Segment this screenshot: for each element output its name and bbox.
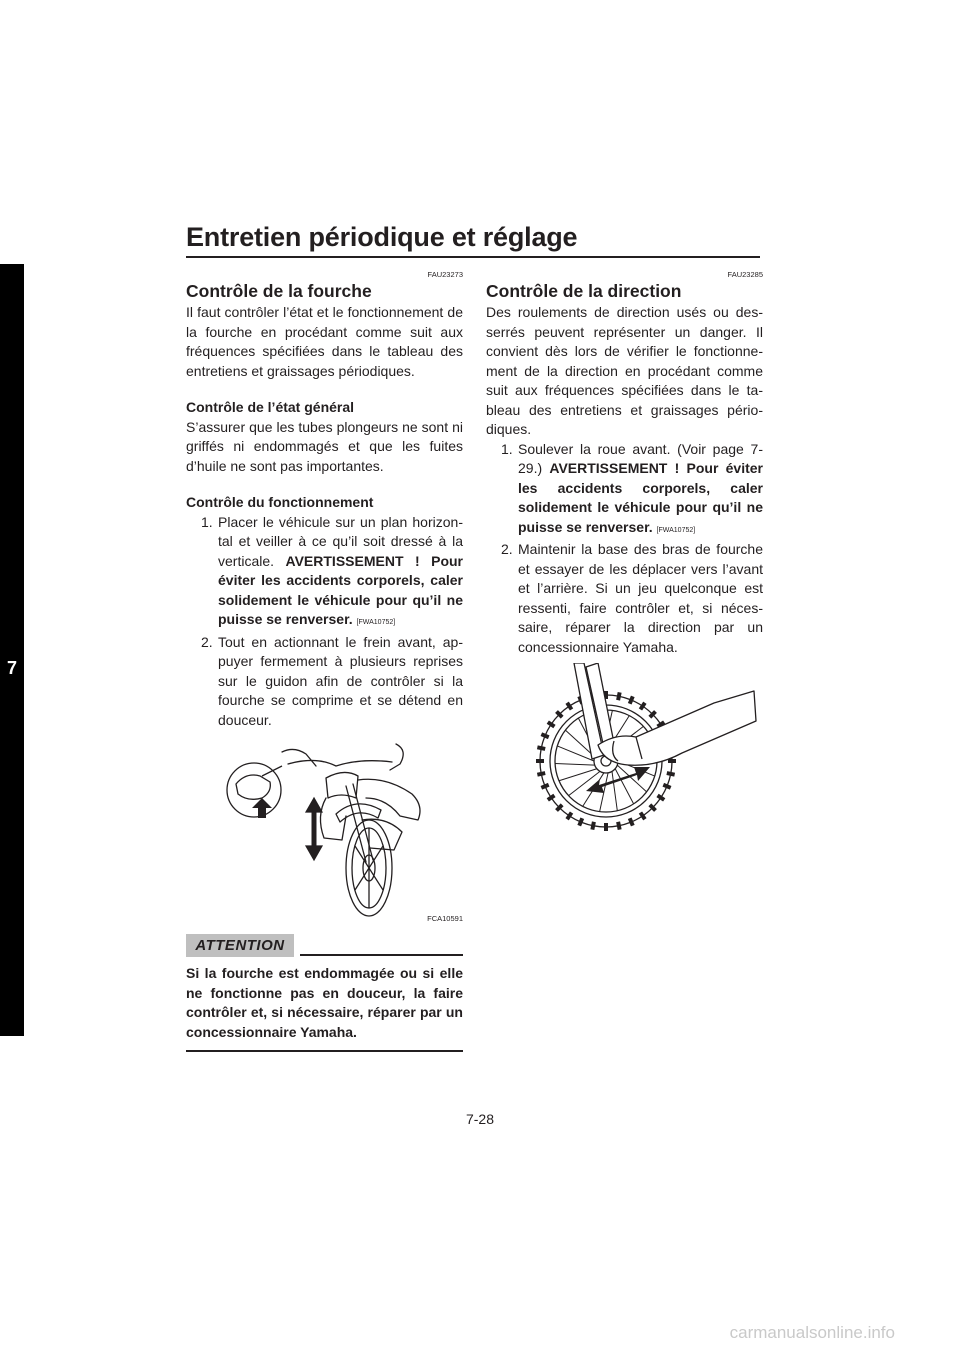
- left-column: [186, 270, 463, 1052]
- page-number: 7-28: [465, 1111, 495, 1127]
- tire-knob: [667, 773, 675, 775]
- page-title: Entretien périodique et réglage: [186, 222, 578, 252]
- tire-knob: [663, 785, 670, 788]
- watermark: carmanualsonline.info: [729, 1323, 895, 1342]
- operation-check-title: Contrôle du fonctionnement: [186, 494, 374, 510]
- warning-ref: [FWA10752]: [656, 526, 696, 534]
- step-warning: AVERTISSEMENT ! Pour éviter les accidents corporels, caler solidement le véhicule pour qu’il ne puisse se renverser.: [518, 460, 763, 535]
- section-heading-fork: Contrôle de la fourche: [186, 281, 372, 301]
- steering-steps: [486, 440, 763, 658]
- list-item: 2. Maintenir la base des bras de fourche et essayer de les déplacer vers l’avant et l’arrière. Si un jeu quelconque est ressenti, faire contrôler et, si nécessaire, réparer la direction par un concessionnaire Yamaha.: [501, 541, 763, 655]
- tire-knob: [541, 785, 548, 788]
- wheel-spoke: [559, 769, 597, 781]
- step-warning: AVERTISSEMENT ! Pour éviter les accidents corporels, caler solidement le véhicule pour qu’il ne puisse se renverser.: [218, 552, 463, 627]
- tire-knob: [592, 822, 594, 830]
- list-item: 1. Soulever la roue avant. (Voir page 7-29.) AVERTISSEMENT ! Pour éviter les accidents corporels, caler solidement le véhicule pour qu’il ne puisse se renverser. [FWA10752]: [501, 440, 763, 535]
- tire-knob: [537, 773, 545, 775]
- right-column: [486, 270, 763, 833]
- operation-steps: [186, 513, 463, 731]
- title-rule: [186, 256, 760, 258]
- chapter-tab-number: 7: [6, 658, 17, 678]
- tire-knob: [541, 734, 548, 737]
- attention-text: Si la fourche est endommagée ou si elle ne fonctionne pas en douceur, la faire contrôler et, si nécessaire, réparer par un concessionnaire Yamaha.: [186, 965, 463, 1040]
- tire-knob: [567, 813, 571, 820]
- tire-knob: [548, 795, 555, 799]
- tire-knob: [548, 722, 555, 726]
- attention-label: ATTENTION: [186, 934, 294, 957]
- wheel-fork-illustration: [486, 663, 763, 833]
- tire-knob: [658, 795, 665, 799]
- tire-knob: [537, 747, 545, 749]
- step-text: Tout en actionnant le frein avant, appuyer fermement à plusieurs reprises sur le guidon afin de contrôler si la fourche se comprime et se détend en douceur.: [218, 633, 463, 728]
- wheel-spoke: [615, 769, 633, 804]
- step-text: Placer le véhicule sur un plan horizontal et veiller à ce qu’il soit dressé à la verticale.: [218, 513, 463, 569]
- figure-code: FCA10591: [427, 913, 463, 923]
- attention-header: [186, 934, 463, 957]
- wheel-spoke: [557, 746, 594, 761]
- tire-knob: [630, 818, 633, 825]
- wheel-spoke: [555, 764, 595, 766]
- general-check-text: S’assurer que les tubes plongeurs ne sont ni griffés ni endommagés et que les fuites d’huile ne sont pas importantes.: [186, 418, 463, 474]
- list-item: 2. Tout en actionnant le frein avant, appuyer fermement à plusieurs reprises sur le guidon afin de contrôler si la fourche se comprime et se détend en douceur.: [201, 633, 463, 728]
- wheel-spoke: [612, 771, 617, 810]
- tire-knob: [618, 822, 620, 830]
- list-item: 1. Placer le véhicule sur un plan horizontal et veiller à ce qu’il soit dressé à la verticale. AVERTISSEMENT ! Pour éviter les accidents corporels, caler solidement le véhicule pour qu’il ne puisse se renverser. [FWA10752]: [201, 513, 463, 627]
- fork-intro: Il faut contrôler l’état et le fonctionnement de la fourche en procédant comme suit aux fréquences spécifiées dans le tableau des entretiens et graissages périodiques.: [186, 304, 463, 379]
- step-text: Soulever la roue avant. (Voir page 7-29.): [518, 440, 763, 476]
- section-code: FAU23273: [427, 270, 463, 279]
- tire-knob: [640, 703, 644, 710]
- warning-ref: [FWA10752]: [356, 619, 396, 626]
- tire-knob: [579, 818, 582, 825]
- tire-knob: [618, 692, 620, 700]
- steering-intro: Des roulements de direction usés ou desserrés peuvent représenter un danger. Il convient dès lors de vérifier le fonctionnement de la direction en procédant comme suit aux fréquences spécifiées dans le tableau des entretiens et graissages périodiques.: [486, 304, 763, 437]
- tire-knob: [567, 703, 571, 710]
- chapter-tab: [0, 264, 24, 1036]
- step-text: Maintenir la base des bras de fourche et essayer de les déplacer vers l’avant et l’arrière. Si un jeu quelconque est ressenti, faire contrôler et, si nécessaire, réparer la direction par un concessionnaire Yamaha.: [518, 541, 763, 655]
- general-check-title: Contrôle de l’état général: [186, 399, 355, 415]
- attention-rule: [300, 954, 463, 956]
- tire-knob: [630, 696, 633, 703]
- motorcycle-fork-illustration: [186, 736, 463, 922]
- fork-check-illustration: [186, 736, 463, 928]
- section-heading-steering: Contrôle de la direction: [486, 281, 682, 301]
- tire-knob: [640, 813, 644, 820]
- steering-check-illustration: [486, 663, 763, 833]
- section-code: FAU23285: [727, 270, 763, 279]
- attention-bottom-rule: [186, 1050, 463, 1052]
